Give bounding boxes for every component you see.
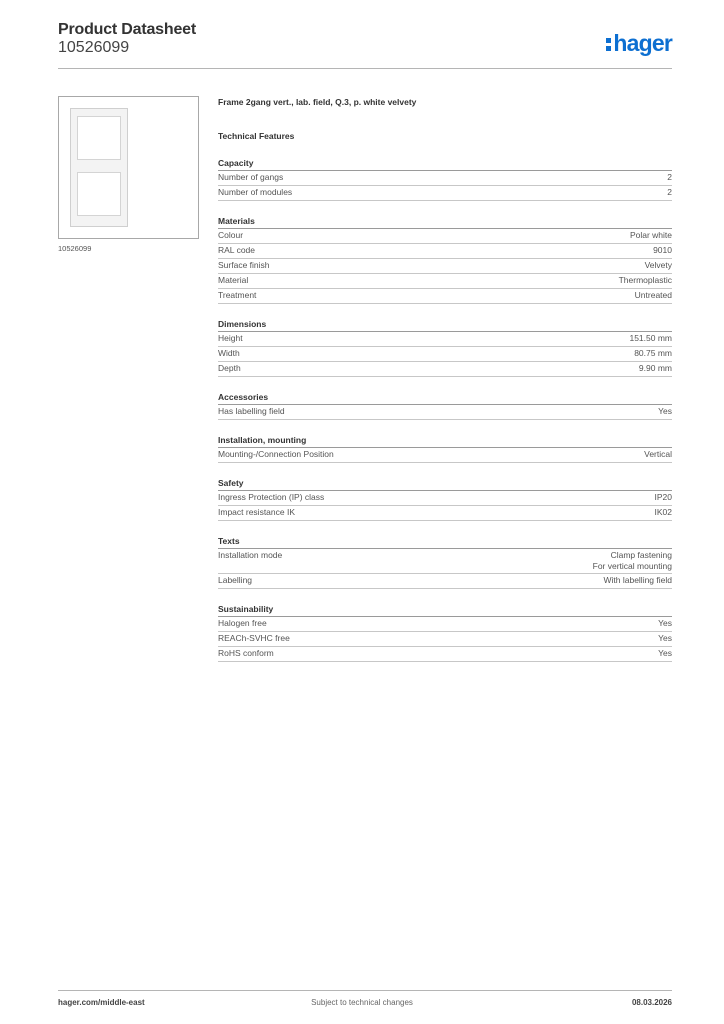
footer-website: hager.com/middle-east <box>58 998 145 1007</box>
spec-group-heading: Dimensions <box>218 318 672 332</box>
spec-row <box>218 332 672 347</box>
spec-row <box>218 274 672 289</box>
spec-group <box>218 434 672 463</box>
spec-row <box>218 289 672 304</box>
spec-group-heading: Capacity <box>218 157 672 171</box>
spec-value: 80.75 mm <box>634 348 672 358</box>
spec-label: RoHS conform <box>218 648 274 658</box>
spec-row <box>218 259 672 274</box>
spec-label: Colour <box>218 230 244 240</box>
product-number: 10526099 <box>58 39 130 56</box>
footer-date: 08.03.2026 <box>631 998 672 1007</box>
frame-bottom-opening <box>77 172 121 216</box>
spec-row <box>218 186 672 201</box>
hager-logo <box>606 30 672 57</box>
spec-row <box>218 574 672 589</box>
spec-label: Number of modules <box>218 187 293 197</box>
spec-group <box>218 318 672 377</box>
spec-value: With labelling field <box>603 575 672 585</box>
logo-colon-icon <box>606 35 611 52</box>
spec-row <box>218 362 672 377</box>
spec-label: Material <box>218 275 249 285</box>
spec-row <box>218 491 672 506</box>
frame-top-opening <box>77 116 121 160</box>
spec-label: Depth <box>218 363 241 373</box>
spec-label: Number of gangs <box>218 172 284 182</box>
product-image <box>58 96 199 239</box>
spec-value: Velvety <box>644 260 672 270</box>
spec-value: Untreated <box>634 290 672 300</box>
header-divider <box>58 68 672 69</box>
spec-row <box>218 632 672 647</box>
spec-row <box>218 647 672 662</box>
spec-row <box>218 617 672 632</box>
spec-value: Yes <box>658 406 672 416</box>
spec-value: 151.50 mm <box>629 333 672 343</box>
page-title: Product Datasheet <box>58 21 196 38</box>
spec-value: Vertical <box>644 449 672 459</box>
spec-value: Yes <box>658 648 672 658</box>
spec-row <box>218 448 672 463</box>
spec-label: Halogen free <box>218 618 267 628</box>
spec-row <box>218 244 672 259</box>
spec-row <box>218 229 672 244</box>
spec-group <box>218 603 672 662</box>
spec-value: Yes <box>658 618 672 628</box>
spec-group-heading: Sustainability <box>218 603 672 617</box>
spec-label: Impact resistance IK <box>218 507 296 517</box>
spec-label: Width <box>218 348 240 358</box>
spec-row <box>218 171 672 186</box>
spec-label: Ingress Protection (IP) class <box>218 492 325 502</box>
spec-group-heading: Installation, mounting <box>218 434 672 448</box>
spec-label: Surface finish <box>218 260 270 270</box>
spec-label: Has labelling field <box>218 406 285 416</box>
footer-divider <box>58 990 672 991</box>
spec-group <box>218 157 672 201</box>
spec-label: Installation mode <box>218 550 283 560</box>
page-header <box>58 21 672 71</box>
spec-value: 2 <box>667 172 672 182</box>
spec-value: IK02 <box>654 507 672 517</box>
frame-2gang-illustration <box>70 108 128 227</box>
spec-group <box>218 477 672 521</box>
spec-value: Thermoplastic <box>618 275 672 285</box>
spec-label: Treatment <box>218 290 257 300</box>
footer-disclaimer: Subject to technical changes <box>311 998 413 1007</box>
logo-text: hager <box>613 30 672 56</box>
spec-value: Polar white <box>629 230 672 240</box>
spec-label: Height <box>218 333 243 343</box>
spec-row <box>218 506 672 521</box>
spec-value: Yes <box>658 633 672 643</box>
spec-value: 9.90 mm <box>638 363 672 373</box>
spec-group <box>218 535 672 589</box>
spec-row <box>218 549 672 574</box>
spec-row <box>218 405 672 420</box>
spec-label: Mounting-/Connection Position <box>218 449 334 459</box>
product-title: Frame 2gang vert., lab. field, Q.3, p. white velvety <box>218 97 417 107</box>
image-caption: 10526099 <box>58 244 92 253</box>
spec-row <box>218 347 672 362</box>
spec-label: Labelling <box>218 575 253 585</box>
spec-group-heading: Safety <box>218 477 672 491</box>
spec-group-heading: Texts <box>218 535 672 549</box>
spec-label: RAL code <box>218 245 256 255</box>
spec-groups <box>218 157 672 662</box>
spec-group-heading: Materials <box>218 215 672 229</box>
features-heading: Technical Features <box>218 131 295 141</box>
spec-label: REACh-SVHC free <box>218 633 290 643</box>
spec-value: 2 <box>667 187 672 197</box>
spec-value: Clamp fastening For vertical mounting <box>592 550 672 571</box>
spec-group-heading: Accessories <box>218 391 672 405</box>
spec-content <box>218 96 672 662</box>
spec-group <box>218 215 672 304</box>
spec-group <box>218 391 672 420</box>
spec-value: IP20 <box>654 492 672 502</box>
spec-value: 9010 <box>653 245 672 255</box>
